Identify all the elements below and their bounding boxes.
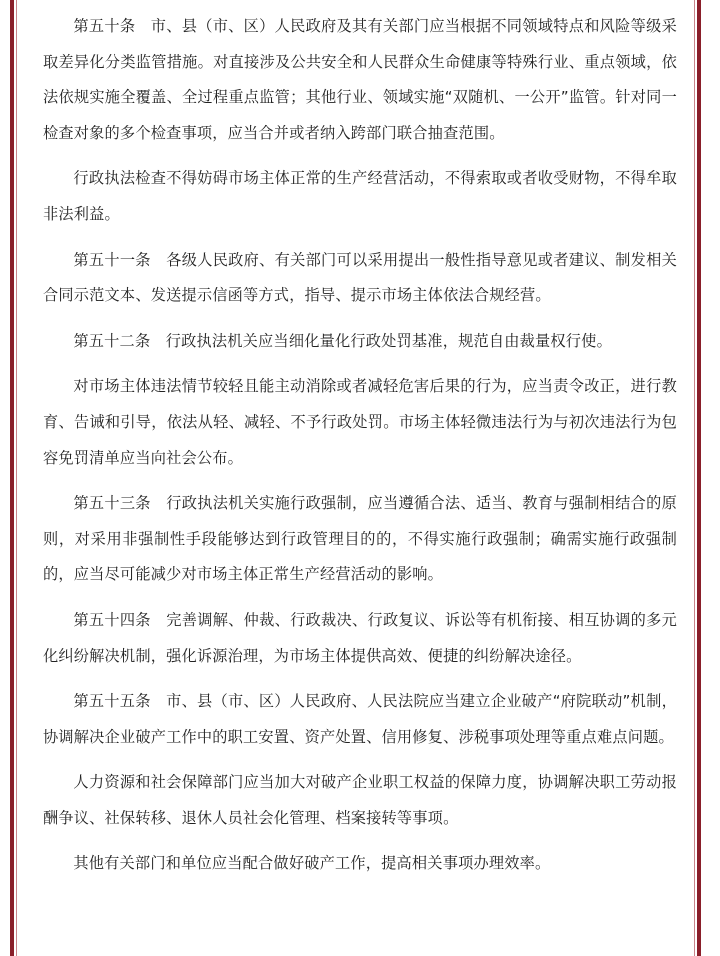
hr-social-security-paragraph: 人力资源和社会保障部门应当加大对破产企业职工权益的保障力度，协调解决职工劳动报酬争议、社保转移、退休人员社会化管理、档案接转等事项。 [43,773,677,827]
article-51-paragraph: 第五十一条 各级人民政府、有关部门可以采用提出一般性指导意见或者建议、制发相关合同示范文本、发送提示信函等方式，指导、提示市场主体依法合规经营。 [43,250,677,305]
inspection-restriction-paragraph: 行政执法检查不得妨碍市场主体正常的生产经营活动，不得索取或者收受财物，不得牟取非法利益。 [43,169,677,223]
left-border-rule [10,0,14,956]
article-55-paragraph: 第五十五条 市、县（市、区）人民政府、人民法院应当建立企业破产“府院联动”机制，协调解决企业破产工作中的职工安置、资产处置、信用修复、涉税事项处理等重点难点问题。 [43,692,677,746]
article-50-paragraph: 第五十条 市、县（市、区）人民政府及其有关部门应当根据不同领域特点和风险等级采取差异化分类监管措施。对直接涉及公共安全和人民群众生命健康等特殊行业、重点领域，依法依规实施全覆盖、全过程重点监管；其他行业、领域实施“双随机、一公开”监管。针对同一检查对象的多个检查事项，应当合并或者纳入跨部门联合抽查范围。 [43,17,677,142]
article-52-paragraph: 第五十二条 行政执法机关应当细化量化行政处罚基准，规范自由裁量权行使。 [73,331,612,350]
document-body [43,9,677,882]
right-border-rule [697,0,701,956]
other-departments-paragraph: 其他有关部门和单位应当配合做好破产工作，提高相关事项办理效率。 [73,854,551,873]
article-54-paragraph: 第五十四条 完善调解、仲裁、行政裁决、行政复议、诉讼等有机衔接、相互协调的多元化纠纷解决机制，强化诉源治理，为市场主体提供高效、便捷的纠纷解决途径。 [43,610,677,665]
article-53-paragraph: 第五十三条 行政执法机关实施行政强制，应当遵循合法、适当、教育与强制相结合的原则，对采用非强制性手段能够达到行政管理目的的，不得实施行政强制；确需实施行政强制的，应当尽可能减少对市场主体正常生产经营活动的影响。 [43,494,677,584]
lenient-penalty-paragraph: 对市场主体违法情节较轻且能主动消除或者减轻危害后果的行为，应当责令改正，进行教育、告诫和引导，依法从轻、减轻、不予行政处罚。市场主体轻微违法行为与初次违法行为包容免罚清单应当向社会公布。 [43,377,677,467]
